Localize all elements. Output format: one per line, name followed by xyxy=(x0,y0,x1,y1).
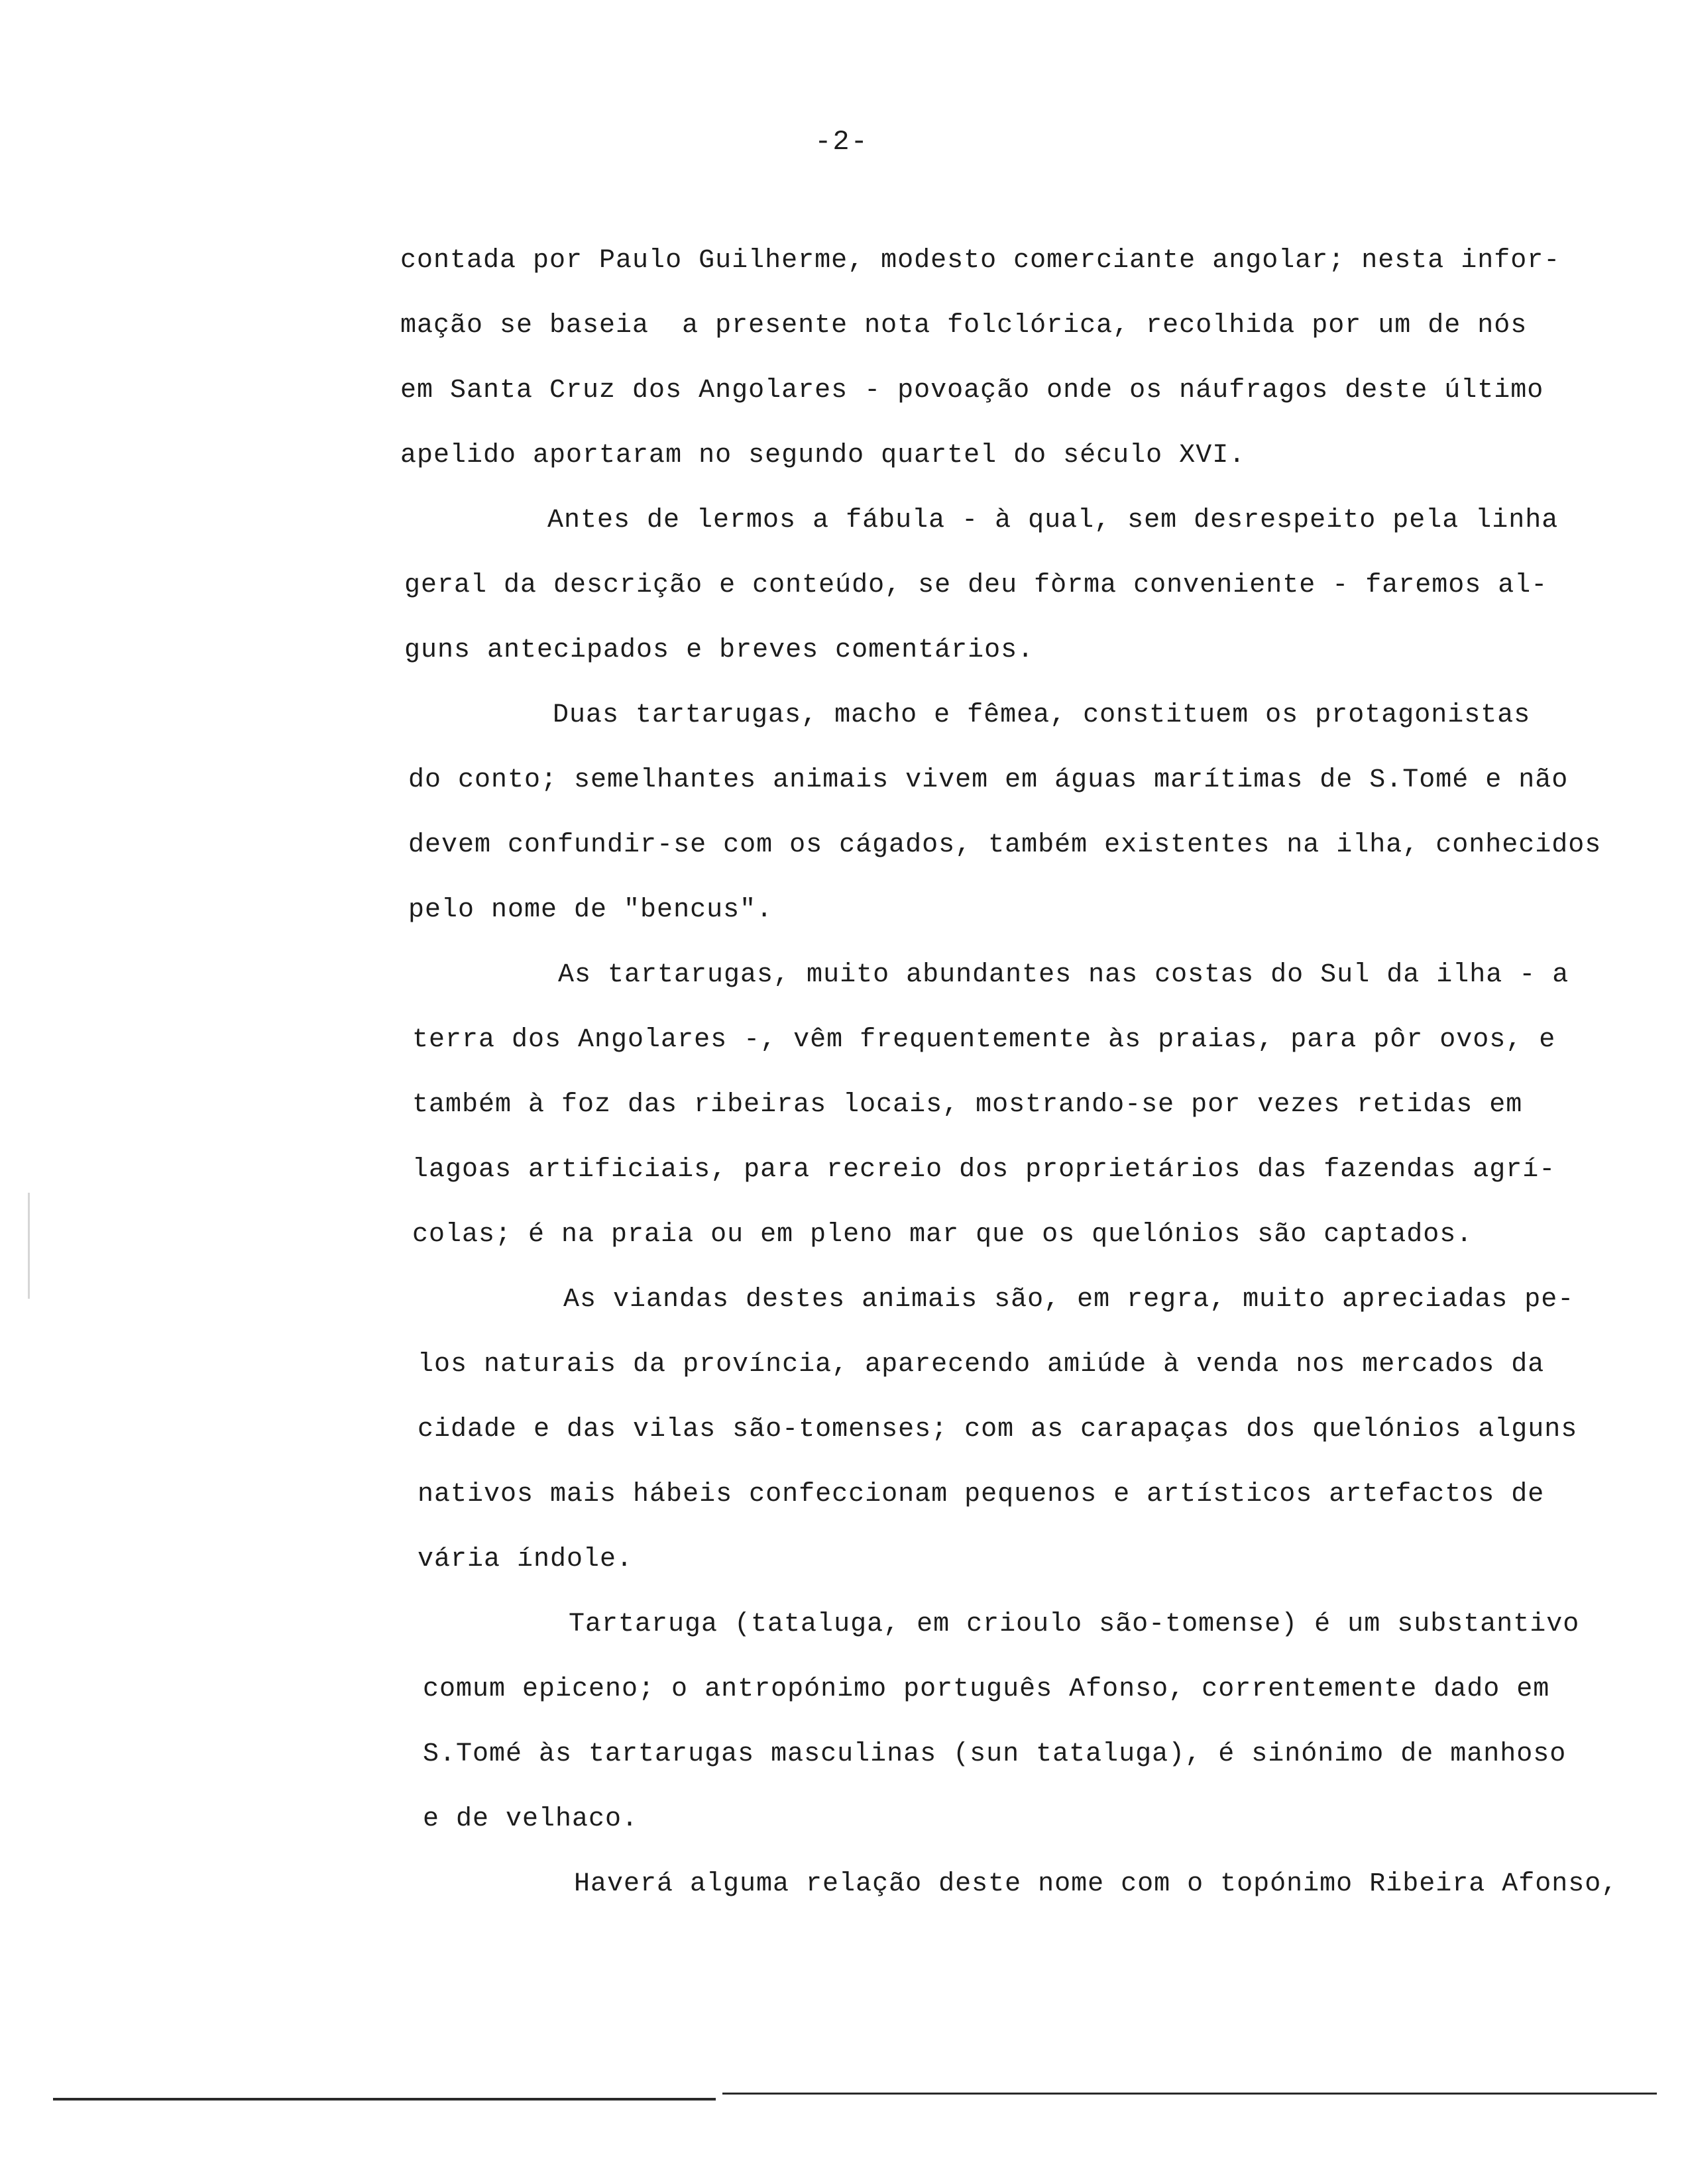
paragraph-6-line-3: S.Tomé às tartarugas masculinas (sun tataluga), é sinónimo de manhoso xyxy=(423,1739,1567,1769)
paragraph-4-line-4: lagoas artificiais, para recreio dos proprietários das fazendas agrí- xyxy=(412,1155,1556,1185)
paragraph-5-line-5: vária índole. xyxy=(418,1545,634,1574)
paragraph-3-line-3: devem confundir-se com os cágados, também existentes na ilha, conhecidos xyxy=(408,830,1602,860)
paragraph-4-line-1: As tartarugas, muito abundantes nas costas do Sul da ilha - a xyxy=(558,960,1569,990)
paragraph-2-line-1: Antes de lermos a fábula - à qual, sem desrespeito pela linha xyxy=(547,506,1559,535)
paragraph-4-line-5: colas; é na praia ou em pleno mar que os quelónios são captados. xyxy=(412,1220,1473,1250)
page-number: -2- xyxy=(815,126,869,158)
bottom-rule-left xyxy=(53,2098,716,2101)
paragraph-5-line-1: As viandas destes animais são, em regra, muito apreciadas pe- xyxy=(563,1285,1575,1315)
paragraph-3-line-4: pelo nome de "bencus". xyxy=(408,895,773,925)
paragraph-6-line-2: comum epiceno; o antropónimo português Afonso, correntemente dado em xyxy=(423,1674,1550,1704)
paragraph-1-line-1: contada por Paulo Guilherme, modesto comerciante angolar; nesta infor- xyxy=(400,246,1561,276)
paragraph-3-line-1: Duas tartarugas, macho e fêmea, constituem os protagonistas xyxy=(553,700,1531,730)
bottom-rule-right xyxy=(722,2093,1657,2095)
paragraph-2-line-3: guns antecipados e breves comentários. xyxy=(404,635,1035,665)
paragraph-1-line-2: mação se baseia a presente nota folclórica, recolhida por um de nós xyxy=(400,311,1528,341)
paragraph-5-line-2: los naturais da província, aparecendo amiúde à venda nos mercados da xyxy=(418,1350,1545,1380)
paragraph-1-line-3: em Santa Cruz dos Angolares - povoação onde os náufragos deste último xyxy=(400,376,1544,406)
paragraph-2-line-2: geral da descrição e conteúdo, se deu fòrma conveniente - faremos al- xyxy=(404,571,1548,600)
paragraph-1-line-4: apelido aportaram no segundo quartel do século XVI. xyxy=(400,441,1246,470)
paragraph-6-line-1: Tartaruga (tataluga, em crioulo são-tomense) é um substantivo xyxy=(569,1610,1580,1639)
paragraph-6-line-4: e de velhaco. xyxy=(423,1804,639,1834)
paragraph-4-line-3: também à foz das ribeiras locais, mostrando-se por vezes retidas em xyxy=(412,1090,1523,1120)
paragraph-3-line-2: do conto; semelhantes animais vivem em águas marítimas de S.Tomé e não xyxy=(408,765,1569,795)
paragraph-4-line-2: terra dos Angolares -, vêm frequentemente às praias, para pôr ovos, e xyxy=(412,1025,1556,1055)
paragraph-5-line-3: cidade e das vilas são-tomenses; com as carapaças dos quelónios alguns xyxy=(418,1415,1578,1445)
scan-margin-mark xyxy=(28,1193,30,1299)
paragraph-7-line-1: Haverá alguma relação deste nome com o topónimo Ribeira Afonso, xyxy=(574,1869,1618,1899)
paragraph-5-line-4: nativos mais hábeis confeccionam pequenos e artísticos artefactos de xyxy=(418,1480,1545,1509)
